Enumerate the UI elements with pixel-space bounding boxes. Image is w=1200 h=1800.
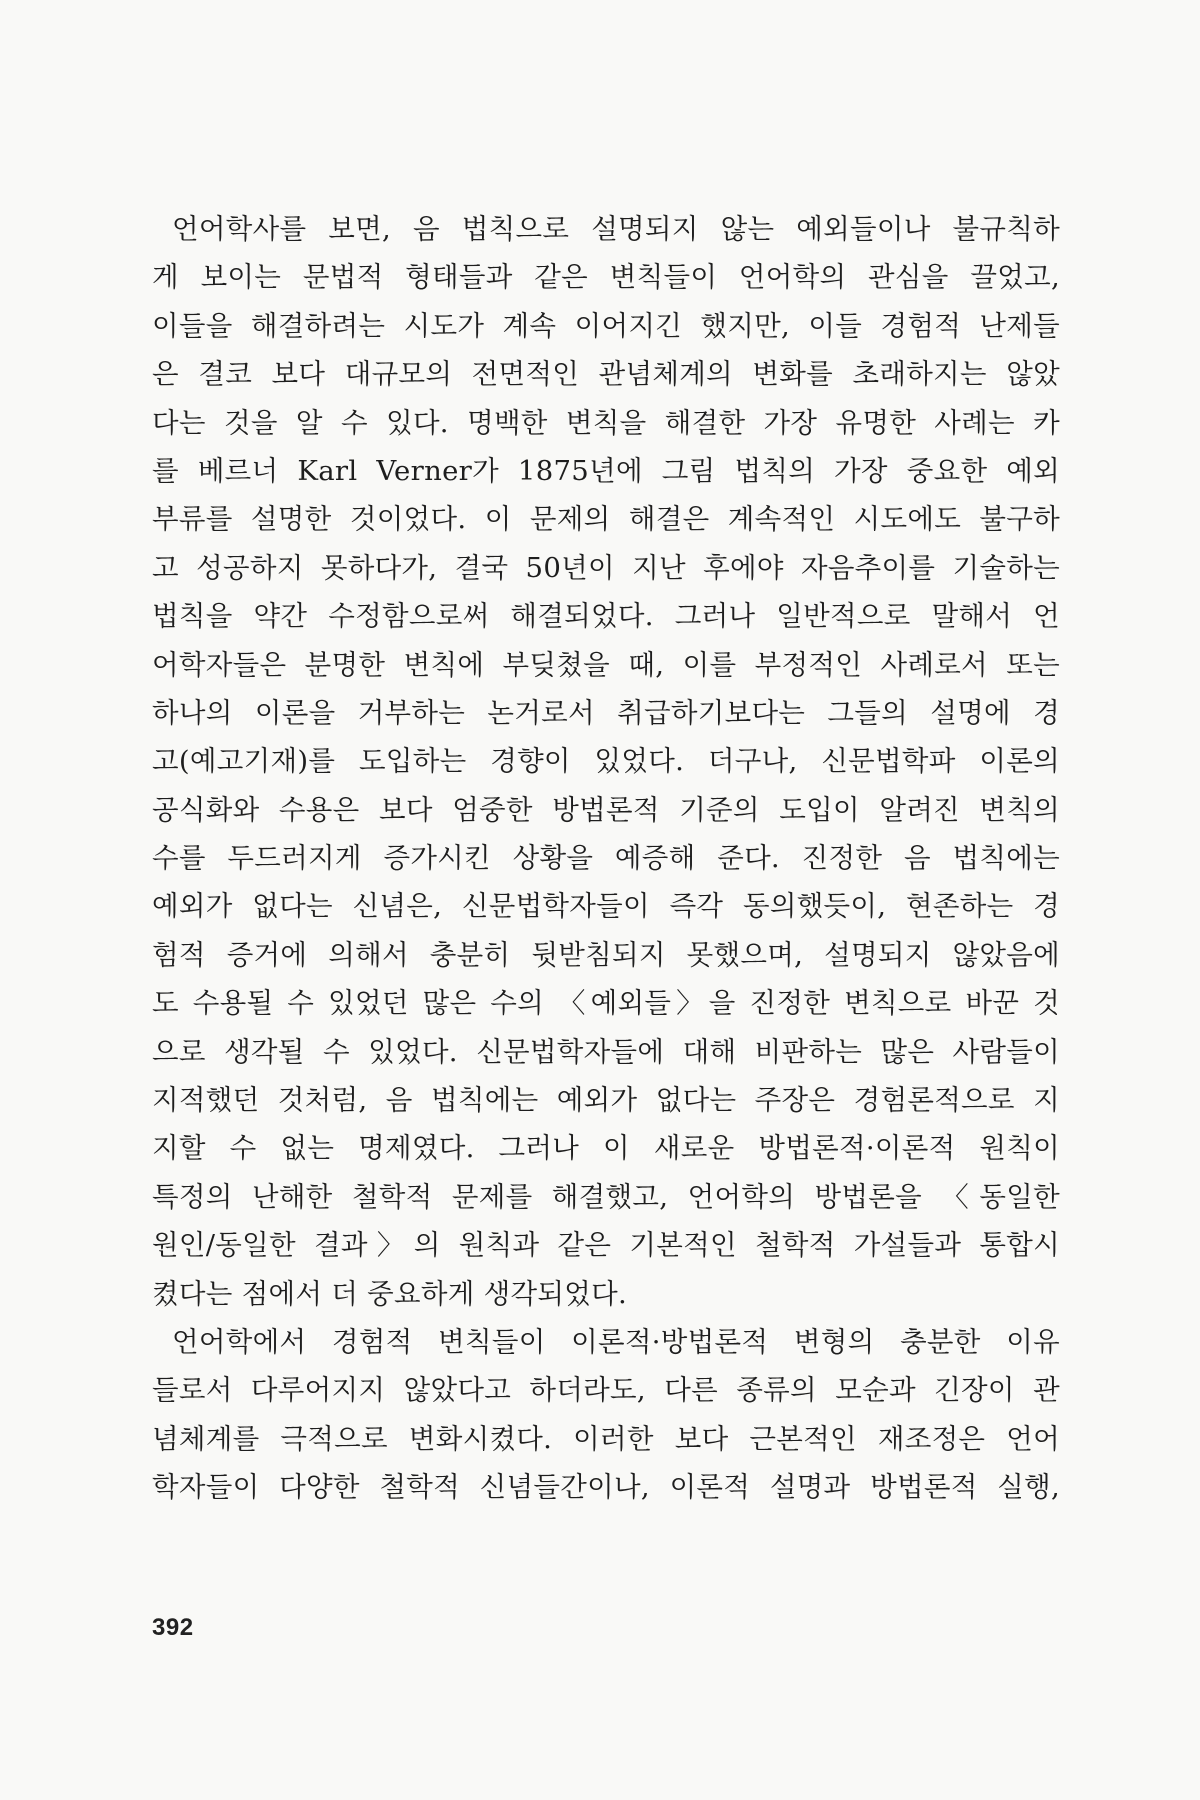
- text-line: 공식화와 수용은 보다 엄중한 방법론적 기준의 도입이 알려진 변칙의: [152, 793, 1060, 826]
- body-text: [152, 205, 1060, 1512]
- text-line: 법칙을 약간 수정함으로써 해결되었다. 그러나 일반적으로 말해서 언: [152, 600, 1060, 633]
- text-line: 수를 두드러지게 증가시킨 상황을 예증해 준다. 진정한 음 법칙에는: [152, 842, 1060, 875]
- paragraph-1: [152, 205, 1060, 1318]
- text-line: 특정의 난해한 철학적 문제를 해결했고, 언어학의 방법론을 〈동일한: [152, 1180, 1060, 1213]
- text-line: 이들을 해결하려는 시도가 계속 이어지긴 했지만, 이들 경험적 난제들: [152, 309, 1060, 342]
- text-line: 은 결코 보다 대규모의 전면적인 관념체계의 변화를 초래하지는 않았: [152, 358, 1060, 391]
- text-line: 고(예고기재)를 도입하는 경향이 있었다. 더구나, 신문법학파 이론의: [152, 745, 1060, 778]
- text-line: 하나의 이론을 거부하는 논거로서 취급하기보다는 그들의 설명에 경: [152, 696, 1060, 729]
- page-number: 392: [152, 1614, 194, 1641]
- text-line: 다는 것을 알 수 있다. 명백한 변칙을 해결한 가장 유명한 사례는 카: [152, 406, 1060, 439]
- text-line: 원인/동일한 결과〉의 원칙과 같은 기본적인 철학적 가설들과 통합시: [152, 1229, 1060, 1262]
- text-line: 으로 생각될 수 있었다. 신문법학자들에 대해 비판하는 많은 사람들이: [152, 1035, 1060, 1068]
- text-line: 도 수용될 수 있었던 많은 수의 〈예외들〉을 진정한 변칙으로 바꾼 것: [152, 987, 1060, 1020]
- text-line: 지할 수 없는 명제였다. 그러나 이 새로운 방법론적·이론적 원칙이: [152, 1132, 1060, 1165]
- text-line: 언어학에서 경험적 변칙들이 이론적·방법론적 변형의 충분한 이유: [172, 1325, 1060, 1358]
- text-line: 언어학사를 보면, 음 법칙으로 설명되지 않는 예외들이나 불규칙하: [172, 213, 1060, 245]
- paragraph-2: [152, 1318, 1060, 1512]
- text-line: 예외가 없다는 신념은, 신문법학자들이 즉각 동의했듯이, 현존하는 경: [152, 890, 1060, 923]
- text-line: 들로서 다루어지지 않았다고 하더라도, 다른 종류의 모순과 긴장이 관: [152, 1374, 1060, 1407]
- text-line: 부류를 설명한 것이었다. 이 문제의 해결은 계속적인 시도에도 불구하: [152, 503, 1060, 536]
- text-line: 어학자들은 분명한 변칙에 부딪쳤을 때, 이를 부정적인 사례로서 또는: [152, 648, 1060, 681]
- text-line: 험적 증거에 의해서 충분히 뒷받침되지 못했으며, 설명되지 않았음에: [152, 938, 1060, 971]
- text-line: 를 베르너 Karl Verner가 1875년에 그림 법칙의 가장 중요한 예외: [152, 454, 1060, 487]
- text-line: 고 성공하지 못하다가, 결국 50년이 지난 후에야 자음추이를 기술하는: [152, 551, 1060, 584]
- text-line: 게 보이는 문법적 형태들과 같은 변칙들이 언어학의 관심을 끌었고,: [152, 261, 1060, 294]
- text-line: 념체계를 극적으로 변화시켰다. 이러한 보다 근본적인 재조정은 언어: [152, 1422, 1060, 1455]
- text-line: 지적했던 것처럼, 음 법칙에는 예외가 없다는 주장은 경험론적으로 지: [152, 1084, 1060, 1117]
- text-line: 학자들이 다양한 철학적 신념들간이나, 이론적 설명과 방법론적 실행,: [152, 1471, 1060, 1504]
- text-line: 켰다는 점에서 더 중요하게 생각되었다.: [152, 1277, 628, 1310]
